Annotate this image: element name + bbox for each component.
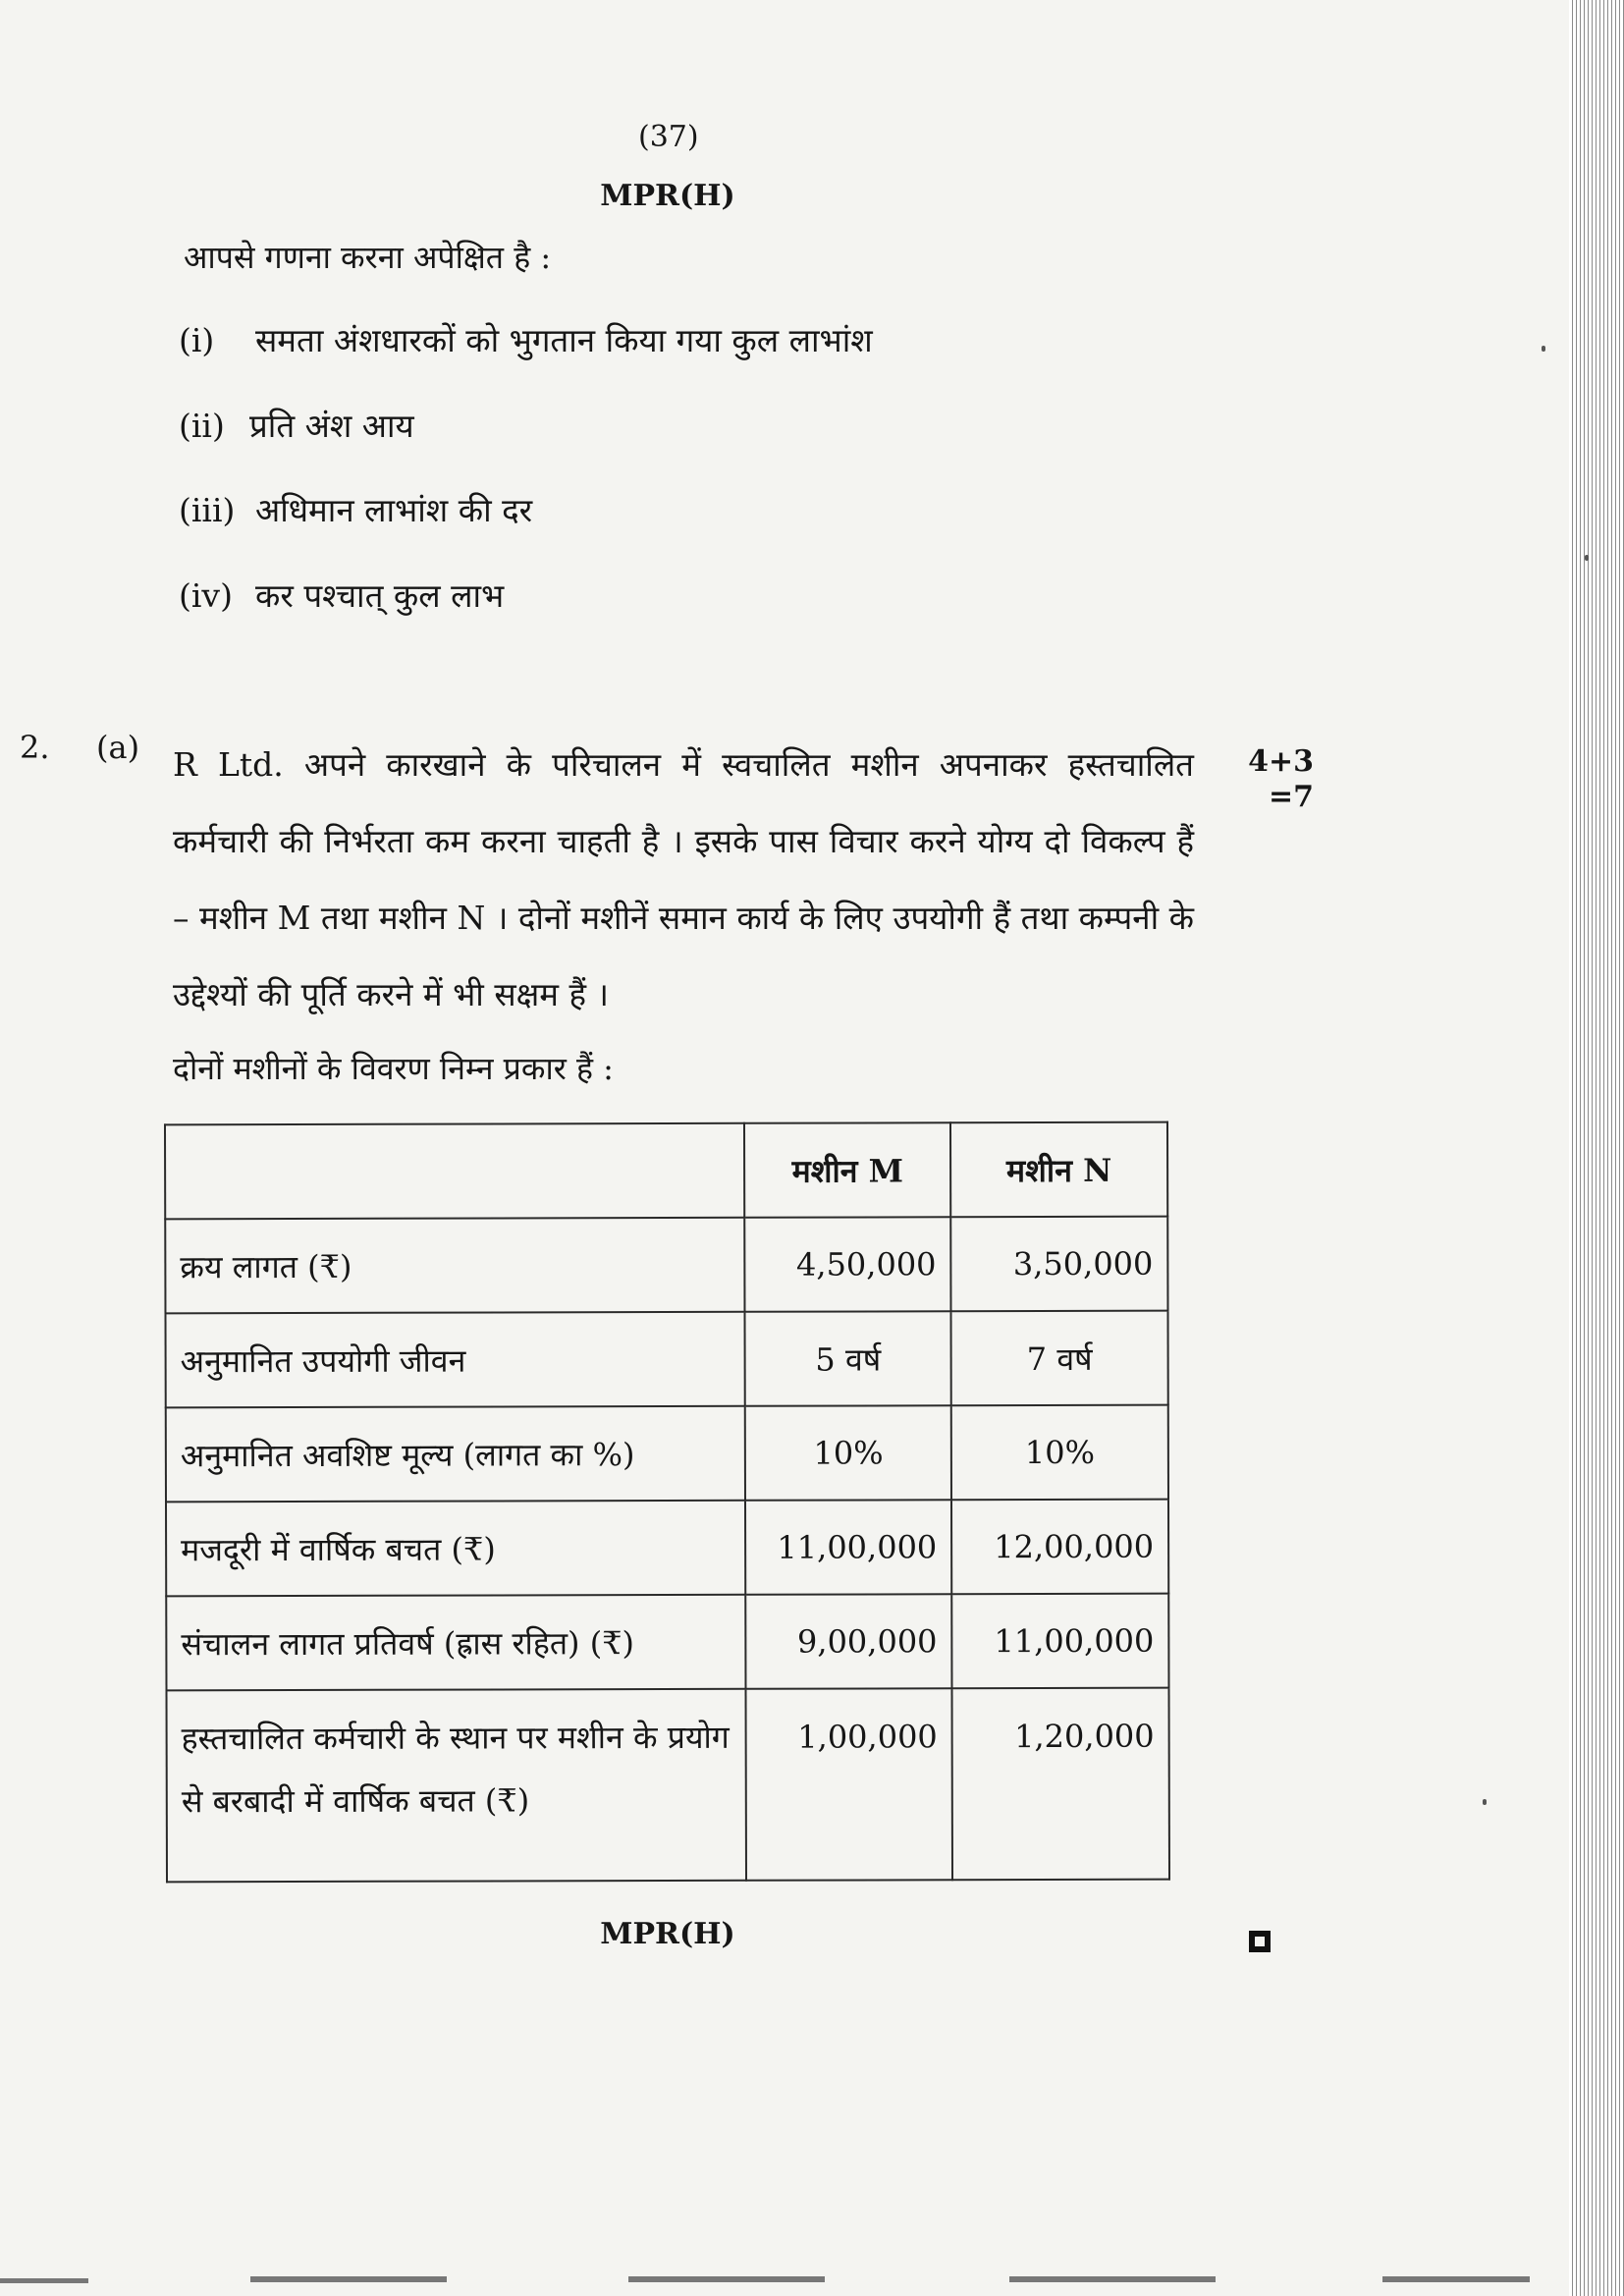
calculation-intro: आपसे गणना करना अपेक्षित है : (184, 239, 552, 276)
marks-line: 4+3 (1248, 744, 1314, 779)
table-row (165, 1311, 1167, 1408)
row-label: संचालन लागत प्रतिवर्ष (ह्रास रहित) (₹) (166, 1595, 746, 1691)
requirement-item (179, 403, 414, 447)
machine-m-value: 10% (745, 1405, 951, 1501)
question-part-label: (a) (96, 729, 140, 766)
question-paragraph: R Ltd. अपने कारखाने के परिचालन में स्वचालित मशीन अपनाकर हस्तचालित कर्मचारी की निर्भरता कम करना चाहती है । इसके पास विचार करने योग्य दो विकल्प हैं – मशीन M तथा मशीन N । दोनों मशीनें समान कार्य के लिए उपयोगी हैं तथा कम्पनी के उद्देश्यों की पूर्ति करने में भी सक्षम हैं । (173, 745, 1194, 1013)
requirement-number: (i) (179, 321, 215, 359)
row-label: अनुमानित अवशिष्ट मूल्य (लागत का %) (166, 1406, 746, 1503)
table-header-row (165, 1122, 1167, 1220)
machine-n-value: 1,20,000 (952, 1688, 1169, 1881)
table-corner-cell (165, 1123, 745, 1220)
machine-m-value: 1,00,000 (746, 1688, 952, 1881)
machine-details-table (164, 1121, 1170, 1884)
row-label: हस्तचालित कर्मचारी के स्थान पर मशीन के प्रयोग से बरबादी में वार्षिक बचत (₹) (167, 1689, 747, 1883)
header-paper-code: MPR(H) (600, 179, 735, 213)
question-text (173, 727, 1194, 1033)
page-number: (37) (638, 120, 699, 154)
row-label: अनुमानित उपयोगी जीवन (165, 1312, 745, 1408)
table-row (167, 1688, 1170, 1883)
machine-m-value: 9,00,000 (746, 1594, 952, 1689)
requirement-text: अधिमान लाभांश की दर (255, 491, 533, 529)
requirement-text: प्रति अंश आय (249, 407, 414, 445)
requirement-text: कर पश्चात् कुल लाभ (255, 576, 505, 615)
column-header-machine-m: मशीन M (744, 1122, 950, 1218)
machine-n-value: 11,00,000 (951, 1594, 1168, 1689)
row-label: मजदूरी में वार्षिक बचत (₹) (166, 1501, 746, 1597)
table-row (166, 1405, 1168, 1503)
machine-m-value: 11,00,000 (745, 1500, 951, 1595)
row-label: क्रय लागत (₹) (165, 1218, 745, 1314)
requirement-item (179, 317, 873, 361)
scan-artifact-strip (0, 2272, 1571, 2292)
requirement-number: (iv) (179, 576, 233, 615)
scanned-page-edge (1569, 0, 1624, 2296)
machine-n-value: 3,50,000 (950, 1217, 1167, 1312)
table-intro: दोनों मशीनों के विवरण निम्न प्रकार हैं : (173, 1050, 614, 1087)
machine-m-value: 4,50,000 (745, 1217, 951, 1312)
machine-m-value: 5 वर्ष (745, 1311, 951, 1406)
machine-n-value: 10% (951, 1405, 1168, 1501)
footer-paper-code: MPR(H) (600, 1917, 735, 1951)
marks-total: =7 (1268, 780, 1314, 814)
column-header-machine-n: मशीन N (950, 1122, 1167, 1218)
machine-n-value: 7 वर्ष (951, 1311, 1168, 1406)
scan-speck (1542, 346, 1545, 352)
requirement-number: (iii) (179, 491, 236, 529)
requirement-text: समता अंशधारकों को भुगतान किया गया कुल लाभांश (255, 321, 873, 359)
marks-allocation (1235, 744, 1314, 815)
requirement-number: (ii) (179, 407, 225, 445)
scan-speck (1585, 555, 1589, 561)
table-row (166, 1500, 1168, 1597)
question-number: 2. (20, 729, 50, 766)
requirement-item (179, 573, 504, 617)
table-row (166, 1594, 1168, 1691)
square-end-mark-icon (1247, 1929, 1272, 1954)
machine-n-value: 12,00,000 (951, 1500, 1168, 1595)
requirement-item (179, 487, 532, 531)
scan-speck (1483, 1799, 1487, 1805)
table-row (165, 1217, 1167, 1314)
